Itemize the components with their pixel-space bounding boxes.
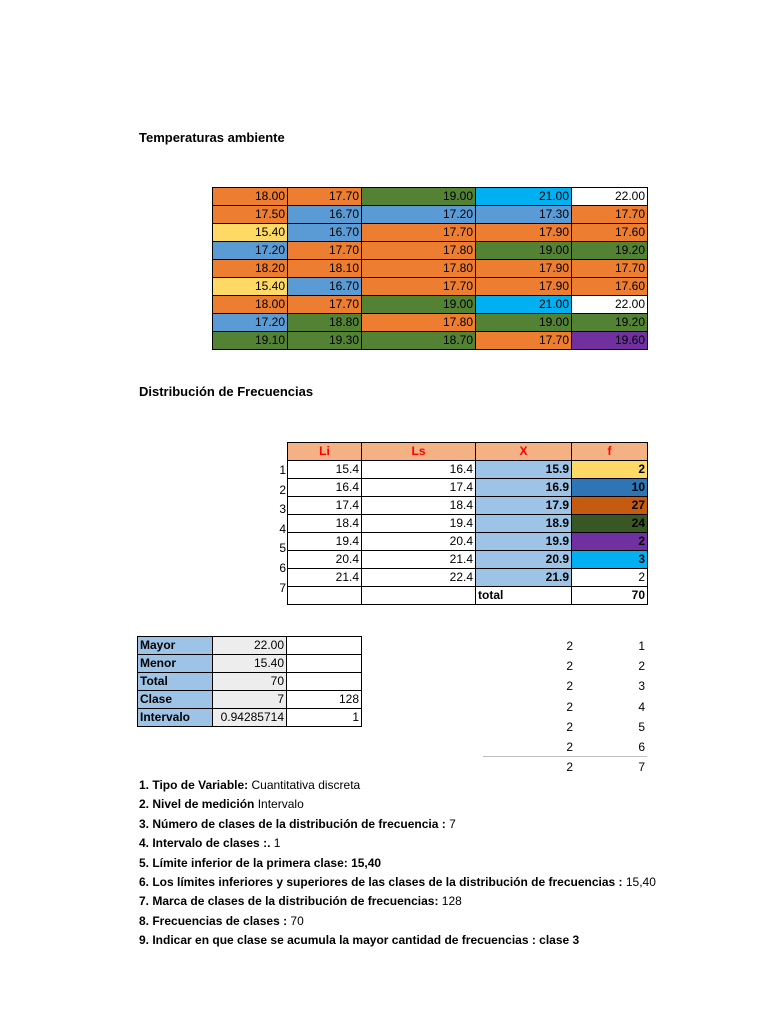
temperature-cell: 22.00 (572, 188, 648, 206)
li-cell: 18.4 (288, 515, 362, 533)
summary-label: Mayor (138, 637, 213, 655)
row-number: 7 (279, 580, 286, 595)
li-cell: 17.4 (288, 497, 362, 515)
total-row (288, 587, 648, 605)
li-cell: 19.4 (288, 533, 362, 551)
temperature-cell: 15.40 (213, 224, 288, 242)
row-number: 1 (279, 463, 286, 477)
x-cell: 21.9 (476, 569, 572, 587)
section-title: Distribución de Frecuencias (139, 384, 314, 399)
question-text: 6. Los límites inferiores y superiores de las clases de la distribución de frecuencias : (139, 875, 626, 889)
side-col-b-value: 4 (638, 699, 645, 714)
total-value: 70 (572, 587, 648, 605)
summary-row (138, 709, 362, 727)
ls-cell: 16.4 (362, 461, 476, 479)
question-line (139, 854, 381, 874)
x-cell: 16.9 (476, 479, 572, 497)
frequency-row (288, 569, 648, 587)
side-col-b-value: 1 (638, 639, 645, 653)
temperature-cell: 17.70 (288, 188, 362, 206)
f-cell: 2 (572, 533, 648, 551)
temperature-cell: 19.20 (572, 242, 648, 260)
empty-cell (288, 587, 362, 605)
temperature-cell: 17.20 (213, 242, 288, 260)
side-col-a-value: 2 (566, 659, 573, 674)
temperature-row (213, 224, 648, 242)
temperature-cell: 17.60 (572, 278, 648, 296)
page-title: Temperaturas ambiente (139, 130, 285, 145)
temperature-cell: 17.80 (362, 314, 476, 332)
temperature-cell: 17.60 (572, 224, 648, 242)
summary-value: 0.94285714 (213, 709, 287, 727)
summary-label: Intervalo (138, 709, 213, 727)
answer-text: 7 (449, 816, 456, 831)
f-cell: 24 (572, 515, 648, 533)
temperature-cell: 18.00 (213, 296, 288, 314)
empty-cell (362, 587, 476, 605)
question-line (139, 815, 456, 835)
side-col-a-value: 2 (566, 699, 573, 714)
temperature-cell: 17.70 (362, 224, 476, 242)
question-text: 5. Límite inferior de la primera clase: 15,40 (139, 855, 382, 870)
x-cell: 20.9 (476, 551, 572, 569)
f-cell: 2 (572, 461, 648, 479)
question-text: 1. Tipo de Variable: (139, 778, 252, 792)
row-number: 6 (279, 561, 286, 575)
summary-row (138, 655, 362, 673)
temperature-cell: 16.70 (288, 278, 362, 296)
row-number: 3 (279, 502, 286, 517)
summary-label: Total (138, 673, 213, 691)
temperature-cell: 19.00 (362, 296, 476, 314)
f-cell: 10 (572, 479, 648, 497)
x-cell: 15.9 (476, 461, 572, 479)
side-col-a-value: 2 (566, 740, 573, 754)
frequency-row (288, 515, 648, 533)
header-li: Li (288, 443, 362, 461)
side-col-b-value: 6 (638, 740, 645, 754)
temperature-cell: 19.00 (476, 314, 572, 332)
frequency-table (287, 442, 648, 605)
x-cell: 17.9 (476, 497, 572, 515)
temperature-row (213, 332, 648, 350)
temperature-cell: 18.70 (362, 332, 476, 350)
f-cell: 2 (572, 569, 648, 587)
temperature-cell: 19.30 (288, 332, 362, 350)
divider (483, 756, 647, 757)
temperature-cell: 21.00 (476, 296, 572, 314)
temperature-row (213, 260, 648, 278)
temperature-cell: 17.70 (288, 242, 362, 260)
side-col-a-value: 2 (566, 719, 573, 734)
temperature-cell: 18.20 (213, 260, 288, 278)
temperature-cell: 17.70 (362, 278, 476, 296)
summary-label: Menor (138, 655, 213, 673)
side-col-a-value: 2 (566, 760, 573, 775)
temperature-row (213, 278, 648, 296)
ls-cell: 20.4 (362, 533, 476, 551)
temperature-row (213, 206, 648, 224)
temperature-cell: 17.90 (476, 278, 572, 296)
question-text: 8. Frecuencias de clases : (139, 913, 291, 928)
question-line (139, 834, 280, 854)
ls-cell: 18.4 (362, 497, 476, 515)
question-line (139, 776, 360, 796)
li-cell: 20.4 (288, 551, 362, 569)
summary-extra (287, 655, 362, 673)
row-number: 5 (279, 541, 286, 556)
x-cell: 19.9 (476, 533, 572, 551)
row-number: 2 (279, 482, 286, 497)
summary-table (137, 636, 362, 727)
answer-text: 1 (273, 836, 281, 851)
f-cell: 27 (572, 497, 648, 515)
side-col-b-value: 7 (638, 760, 645, 775)
question-text: 3. Número de clases de la distribución de frecuencia : (139, 816, 450, 831)
temperature-cell: 18.10 (288, 260, 362, 278)
answer-text: Cuantitativa discreta (251, 778, 361, 792)
temperature-row (213, 296, 648, 314)
temperature-cell: 19.00 (476, 242, 572, 260)
summary-value: 7 (213, 691, 287, 709)
temperature-cell: 18.00 (213, 188, 288, 206)
answer-text: 128 (441, 894, 462, 909)
summary-row (138, 673, 362, 691)
question-text: 2. Nivel de medición (139, 797, 258, 812)
summary-extra: 1 (287, 709, 362, 727)
question-text: 9. Indicar en que clase se acumula la mayor cantidad de frecuencias : clase 3 (139, 933, 580, 948)
summary-extra: 128 (287, 691, 362, 709)
temperature-cell: 17.70 (572, 206, 648, 224)
temperature-cell: 16.70 (288, 224, 362, 242)
frequency-row (288, 533, 648, 551)
side-col-a-value: 2 (566, 679, 573, 694)
temperature-cell: 17.80 (362, 242, 476, 260)
li-cell: 21.4 (288, 569, 362, 587)
ls-cell: 21.4 (362, 551, 476, 569)
temperature-row (213, 188, 648, 206)
side-col-b-value: 2 (638, 659, 645, 674)
temperature-row (213, 242, 648, 260)
answer-text: 70 (290, 913, 304, 928)
temperature-table (212, 187, 648, 350)
temperature-cell: 17.80 (362, 260, 476, 278)
temperature-cell: 17.50 (213, 206, 288, 224)
summary-row (138, 691, 362, 709)
summary-extra (287, 673, 362, 691)
header-x: X (476, 443, 572, 461)
x-cell: 18.9 (476, 515, 572, 533)
row-number: 4 (279, 521, 286, 536)
temperature-cell: 17.70 (476, 332, 572, 350)
summary-value: 70 (213, 673, 287, 691)
question-line (139, 912, 304, 932)
temperature-cell: 17.70 (288, 296, 362, 314)
question-line (139, 892, 462, 912)
summary-extra (287, 637, 362, 655)
temperature-cell: 17.20 (362, 206, 476, 224)
frequency-row (288, 479, 648, 497)
frequency-row (288, 497, 648, 515)
temperature-cell: 19.20 (572, 314, 648, 332)
temperature-cell: 17.90 (476, 224, 572, 242)
answer-text: Intervalo (257, 797, 304, 812)
question-text: 4. Intervalo de clases :. (139, 836, 274, 851)
summary-label: Clase (138, 691, 213, 709)
temperature-cell: 19.00 (362, 188, 476, 206)
side-col-a-value: 2 (566, 639, 573, 653)
side-col-b-value: 3 (638, 679, 645, 694)
temperature-cell: 17.20 (213, 314, 288, 332)
summary-row (138, 637, 362, 655)
temperature-cell: 19.10 (213, 332, 288, 350)
temperature-cell: 16.70 (288, 206, 362, 224)
side-col-b-value: 5 (638, 719, 645, 734)
ls-cell: 17.4 (362, 479, 476, 497)
answer-text: 15,40 (625, 875, 656, 889)
question-line (139, 795, 304, 815)
question-text: 7. Marca de clases de la distribución de frecuencias: (139, 894, 442, 909)
temperature-cell: 15.40 (213, 278, 288, 296)
header-f: f (572, 443, 648, 461)
total-label: total (476, 587, 572, 605)
temperature-cell: 19.60 (572, 332, 648, 350)
ls-cell: 22.4 (362, 569, 476, 587)
temperature-cell: 18.80 (288, 314, 362, 332)
summary-value: 15.40 (213, 655, 287, 673)
summary-value: 22.00 (213, 637, 287, 655)
temperature-row (213, 314, 648, 332)
temperature-cell: 17.90 (476, 260, 572, 278)
temperature-cell: 17.70 (572, 260, 648, 278)
header-ls: Ls (362, 443, 476, 461)
temperature-cell: 17.30 (476, 206, 572, 224)
frequency-row (288, 461, 648, 479)
f-cell: 3 (572, 551, 648, 569)
question-line (139, 931, 579, 951)
temperature-cell: 21.00 (476, 188, 572, 206)
frequency-row (288, 551, 648, 569)
temperature-cell: 22.00 (572, 296, 648, 314)
li-cell: 16.4 (288, 479, 362, 497)
frequency-header-row (288, 443, 648, 461)
ls-cell: 19.4 (362, 515, 476, 533)
question-line (139, 873, 656, 893)
li-cell: 15.4 (288, 461, 362, 479)
